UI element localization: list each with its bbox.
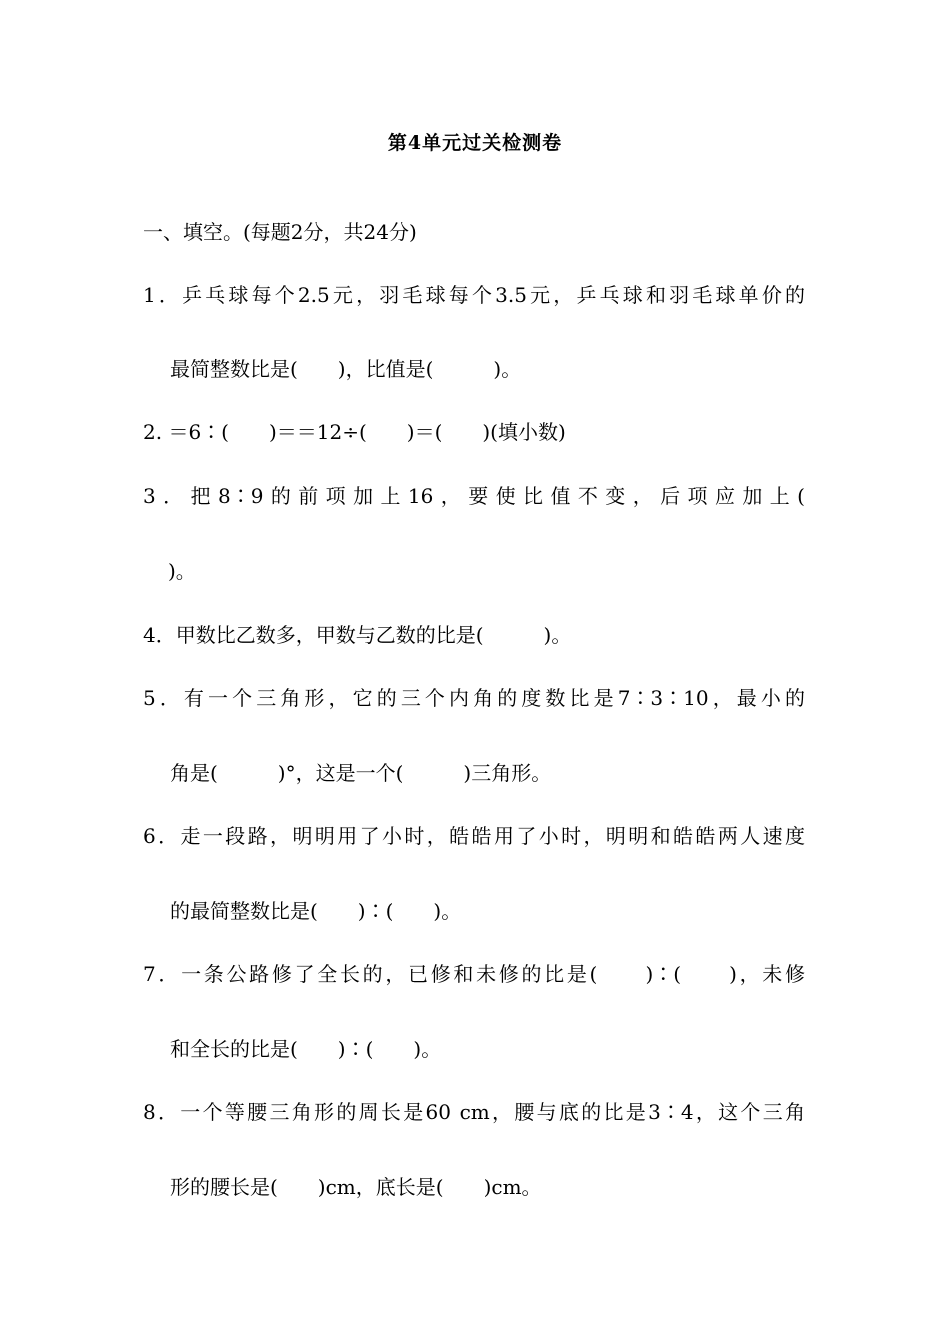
page-title: 第4单元过关检测卷 [387,132,563,154]
question-7-line-1: 7．一条公路修了全长的，已修和未修的比是( )∶( )，未修 [143,962,805,986]
question-1-line-1: 1．乒乓球每个2.5元，羽毛球每个3.5元，乒乓球和羽毛球单价的 [143,283,805,307]
question-5-line-2: 角是( )°，这是一个( )三角形。 [170,761,552,785]
question-7-line-2: 和全长的比是( )∶( )。 [170,1037,442,1061]
question-8-line-1: 8．一个等腰三角形的周长是60 cm，腰与底的比是3∶4，这个三角 [143,1100,805,1124]
question-3-line-2: )。 [168,559,196,583]
question-1-line-2: 最简整数比是( )，比值是( )。 [170,357,522,381]
question-3-line-1: 3．把8∶9的前项加上16，要使比值不变，后项应加上( [143,484,805,508]
question-5-line-1: 5．有一个三角形，它的三个内角的度数比是7∶3∶10，最小的 [143,686,805,710]
section-heading: 一、填空。(每题2分，共24分) [143,220,417,244]
question-8-line-2: 形的腰长是( )cm，底长是( )cm。 [170,1175,542,1199]
question-2-line-1: 2. ＝6∶( )＝＝12÷( )＝( )(填小数) [143,420,566,444]
question-4-line-1: 4．甲数比乙数多，甲数与乙数的比是( )。 [143,623,572,647]
question-6-line-2: 的最简整数比是( )∶( )。 [170,899,462,923]
question-6-line-1: 6．走一段路，明明用了小时，皓皓用了小时，明明和皓皓两人速度 [143,824,805,848]
